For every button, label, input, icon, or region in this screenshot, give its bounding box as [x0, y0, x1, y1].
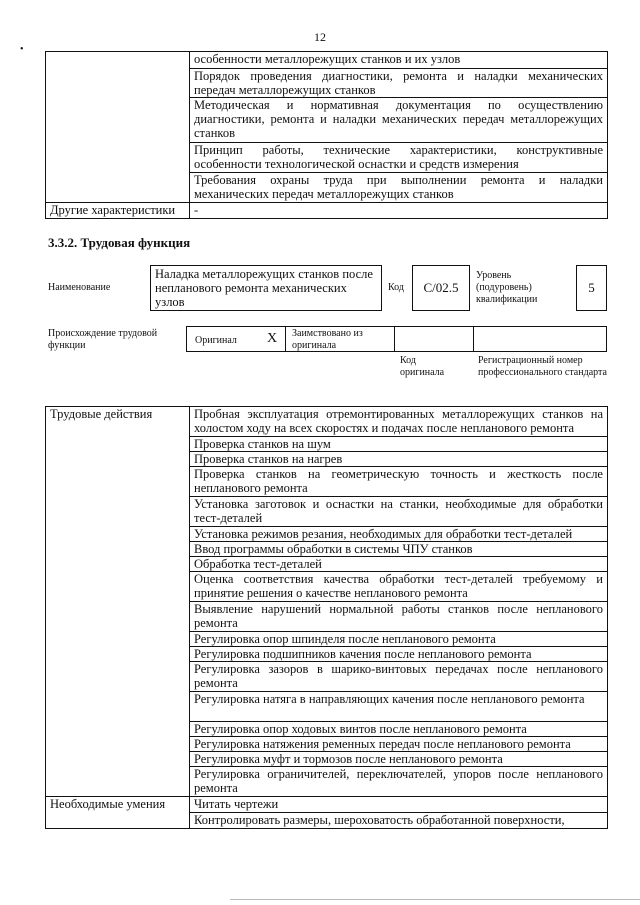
action-item: Установка режимов резания, необходимых для обработки тест-деталей: [190, 527, 608, 542]
top-table-label-cell: [46, 52, 190, 203]
code-label: Код: [388, 282, 404, 293]
actions-label: Трудовые действия: [46, 407, 190, 797]
borrowed-label: Заимствовано из оригинала: [292, 328, 363, 351]
top-table-row: особенности металлорежущих станков и их узлов: [190, 52, 608, 69]
original-box: [186, 326, 286, 352]
origin-label: Происхождение трудовой функции: [48, 328, 158, 351]
code-original-box: [394, 326, 474, 352]
action-item: Регулировка натяга в направляющих качения после непланового ремонта: [190, 692, 608, 722]
skill-item: Контролировать размеры, шероховатость обработанной поверхности,: [190, 813, 608, 829]
name-label: Наименование: [48, 282, 111, 293]
action-item: Регулировка опор шпинделя после непланового ремонта: [190, 632, 608, 647]
borrowed-box: [285, 326, 395, 352]
action-item: Регулировка зазоров в шарико-винтовых передачах после непланового ремонта: [190, 662, 608, 692]
action-item: Установка заготовок и оснастки на станки, необходимые для обработки тест-деталей: [190, 497, 608, 527]
top-table-row: Методическая и нормативная документация по осуществлению диагностики, ремонта и наладки механических передач металлорежущих станков: [190, 98, 608, 143]
action-item: Регулировка муфт и тормозов после непланового ремонта: [190, 752, 608, 767]
skill-item: Читать чертежи: [190, 797, 608, 813]
action-item: Регулировка ограничителей, переключателей, упоров после непланового ремонта: [190, 767, 608, 797]
section-title: 3.3.2. Трудовая функция: [48, 235, 191, 250]
action-item: Оценка соответствия качества обработки тест-деталей требуемому и принятие решения о качестве непланового ремонта: [190, 572, 608, 602]
reg-number-label: Регистрационный номер профессионального стандарта: [478, 355, 607, 378]
action-item: Проверка станков на геометрическую точность и жесткость после непланового ремонта: [190, 467, 608, 497]
top-table-row: Требования охраны труда при выполнении ремонта и наладки механических передач металлорежущих станков: [190, 173, 608, 203]
action-item: Регулировка подшипников качения после непланового ремонта: [190, 647, 608, 662]
level-label: Уровень (подуровень) квалификации: [476, 270, 538, 305]
scan-speck: •: [20, 44, 24, 55]
action-item: Регулировка натяжения ременных передач после непланового ремонта: [190, 737, 608, 752]
skills-label: Необходимые умения: [46, 797, 190, 829]
top-table: [45, 51, 608, 219]
original-mark: X: [267, 331, 278, 346]
page-edge: [230, 899, 640, 900]
function-name: Наладка металлорежущих станков после непланового ремонта механических узлов: [150, 265, 382, 311]
code-original-label: Код оригинала: [400, 355, 445, 378]
action-item: Пробная эксплуатация отремонтированных металлорежущих станков на холостом ходу на всех скоростях и подачах после непланового ремонта: [190, 407, 608, 437]
level-value: 5: [576, 265, 607, 311]
action-item: Регулировка опор ходовых винтов после непланового ремонта: [190, 722, 608, 737]
action-item: Выявление нарушений нормальной работы станков после непланового ремонта: [190, 602, 608, 632]
action-item: Ввод программы обработки в системы ЧПУ станков: [190, 542, 608, 557]
other-characteristics-value: -: [190, 203, 608, 219]
top-table-row: Порядок проведения диагностики, ремонта и наладки механических передач металлорежущих станков: [190, 69, 608, 98]
main-table: [45, 406, 608, 829]
action-item: Проверка станков на нагрев: [190, 452, 608, 467]
action-item: Обработка тест-деталей: [190, 557, 608, 572]
other-characteristics-label: Другие характеристики: [46, 203, 190, 219]
function-code: С/02.5: [412, 265, 470, 311]
reg-number-box: [473, 326, 607, 352]
original-label: Оригинал: [195, 335, 237, 346]
page-number: 12: [314, 30, 326, 44]
action-item: Проверка станков на шум: [190, 437, 608, 452]
top-table-row: Принцип работы, технические характеристики, конструктивные особенности технологической оснастки и средств измерения: [190, 143, 608, 173]
